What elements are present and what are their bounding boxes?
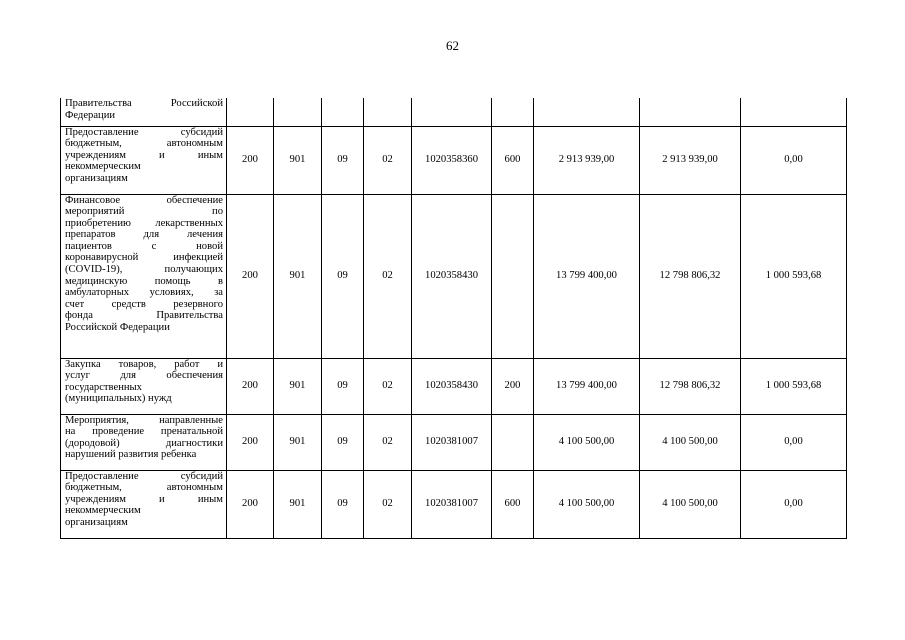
description-line: бюджетным, автономным [65,138,223,150]
description-line: Федерации [65,109,116,121]
description-line: услуг для обеспечения [65,370,223,382]
description-cell [61,98,227,126]
description-line: государственных [65,381,142,393]
description-line: счет средств резервного [65,298,223,310]
subsection-code-cell: 02 [364,414,412,470]
planned-amount-cell: 13 799 400,00 [534,358,640,414]
table-row [61,98,847,126]
budget-table [60,98,847,539]
difference-amount-cell: 1 000 593,68 [741,358,847,414]
ministry-code-cell: 901 [274,358,322,414]
description-line: нарушений развития ребенка [65,449,197,461]
table-row [61,358,847,414]
description-line: Правительства Российской [65,98,223,109]
expense-type-cell [492,194,534,358]
ministry-code-cell: 901 [274,126,322,194]
description-line: (муниципальных) нужд [65,393,172,405]
target-article-cell: 1020358360 [412,126,492,194]
table-row [61,414,847,470]
description-cell [61,126,227,194]
description-line: мероприятий по [65,206,223,218]
planned-amount-cell [534,98,640,126]
section-code-cell: 09 [322,470,364,538]
subsection-code-cell [364,98,412,126]
description-cell [61,194,227,358]
budget-code-cell: 200 [227,358,274,414]
description-cell [61,358,227,414]
description-line: коронавирусной инфекцией [65,252,223,264]
description-line: организациям [65,516,128,528]
description-line: приобретению лекарственных [65,217,223,229]
description-line: организациям [65,172,128,184]
planned-amount-cell: 2 913 939,00 [534,126,640,194]
description-line: некоммерческим [65,161,141,173]
subsection-code-cell: 02 [364,126,412,194]
ministry-code-cell: 901 [274,470,322,538]
planned-amount-cell: 4 100 500,00 [534,414,640,470]
section-code-cell: 09 [322,194,364,358]
description-line: Российской Федерации [65,322,170,334]
difference-amount-cell: 0,00 [741,126,847,194]
expense-type-cell: 600 [492,126,534,194]
description-line: Предоставление субсидий [65,470,223,482]
target-article-cell: 1020358430 [412,358,492,414]
section-code-cell [322,98,364,126]
description-cell [61,414,227,470]
description-line: пациентов с новой [65,240,223,252]
description-line: бюджетным, автономным [65,482,223,494]
description-line: (дородовой) диагностики [65,437,223,449]
description-cell [61,470,227,538]
difference-amount-cell: 0,00 [741,470,847,538]
planned-amount-cell: 13 799 400,00 [534,194,640,358]
actual-amount-cell: 12 798 806,32 [640,194,741,358]
description-line: Мероприятия, направленные [65,414,223,426]
page-number: 62 [446,38,459,53]
description-line: Предоставление субсидий [65,126,223,138]
description-line: учреждениям и иным [65,493,223,505]
budget-code-cell: 200 [227,470,274,538]
description-line: препаратов для лечения [65,229,223,241]
difference-amount-cell: 0,00 [741,414,847,470]
target-article-cell: 1020358430 [412,194,492,358]
actual-amount-cell: 2 913 939,00 [640,126,741,194]
budget-code-cell: 200 [227,126,274,194]
expense-type-cell [492,414,534,470]
description-line: фонда Правительства [65,310,223,322]
table-row [61,126,847,194]
description-line: амбулаторных условиях, за [65,287,223,299]
subsection-code-cell: 02 [364,358,412,414]
planned-amount-cell: 4 100 500,00 [534,470,640,538]
table-row [61,194,847,358]
expense-type-cell: 600 [492,470,534,538]
subsection-code-cell: 02 [364,194,412,358]
target-article-cell: 1020381007 [412,470,492,538]
description-line: (COVID-19), получающих [65,264,223,276]
description-line: медицинскую помощь в [65,275,223,287]
actual-amount-cell: 12 798 806,32 [640,358,741,414]
target-article-cell: 1020381007 [412,414,492,470]
ministry-code-cell: 901 [274,414,322,470]
description-line: Финансовое обеспечение [65,194,223,206]
description-line: Закупка товаров, работ и [65,358,223,370]
target-article-cell [412,98,492,126]
table-row [61,470,847,538]
budget-code-cell: 200 [227,414,274,470]
section-code-cell: 09 [322,414,364,470]
expense-type-cell [492,98,534,126]
budget-code-cell [227,98,274,126]
difference-amount-cell: 1 000 593,68 [741,194,847,358]
section-code-cell: 09 [322,358,364,414]
budget-code-cell: 200 [227,194,274,358]
actual-amount-cell [640,98,741,126]
description-line: на проведение пренатальной [65,426,223,438]
description-line: некоммерческим [65,505,141,517]
ministry-code-cell: 901 [274,194,322,358]
subsection-code-cell: 02 [364,470,412,538]
ministry-code-cell [274,98,322,126]
expense-type-cell: 200 [492,358,534,414]
difference-amount-cell [741,98,847,126]
actual-amount-cell: 4 100 500,00 [640,470,741,538]
actual-amount-cell: 4 100 500,00 [640,414,741,470]
table-body [61,98,847,538]
description-line: учреждениям и иным [65,149,223,161]
section-code-cell: 09 [322,126,364,194]
